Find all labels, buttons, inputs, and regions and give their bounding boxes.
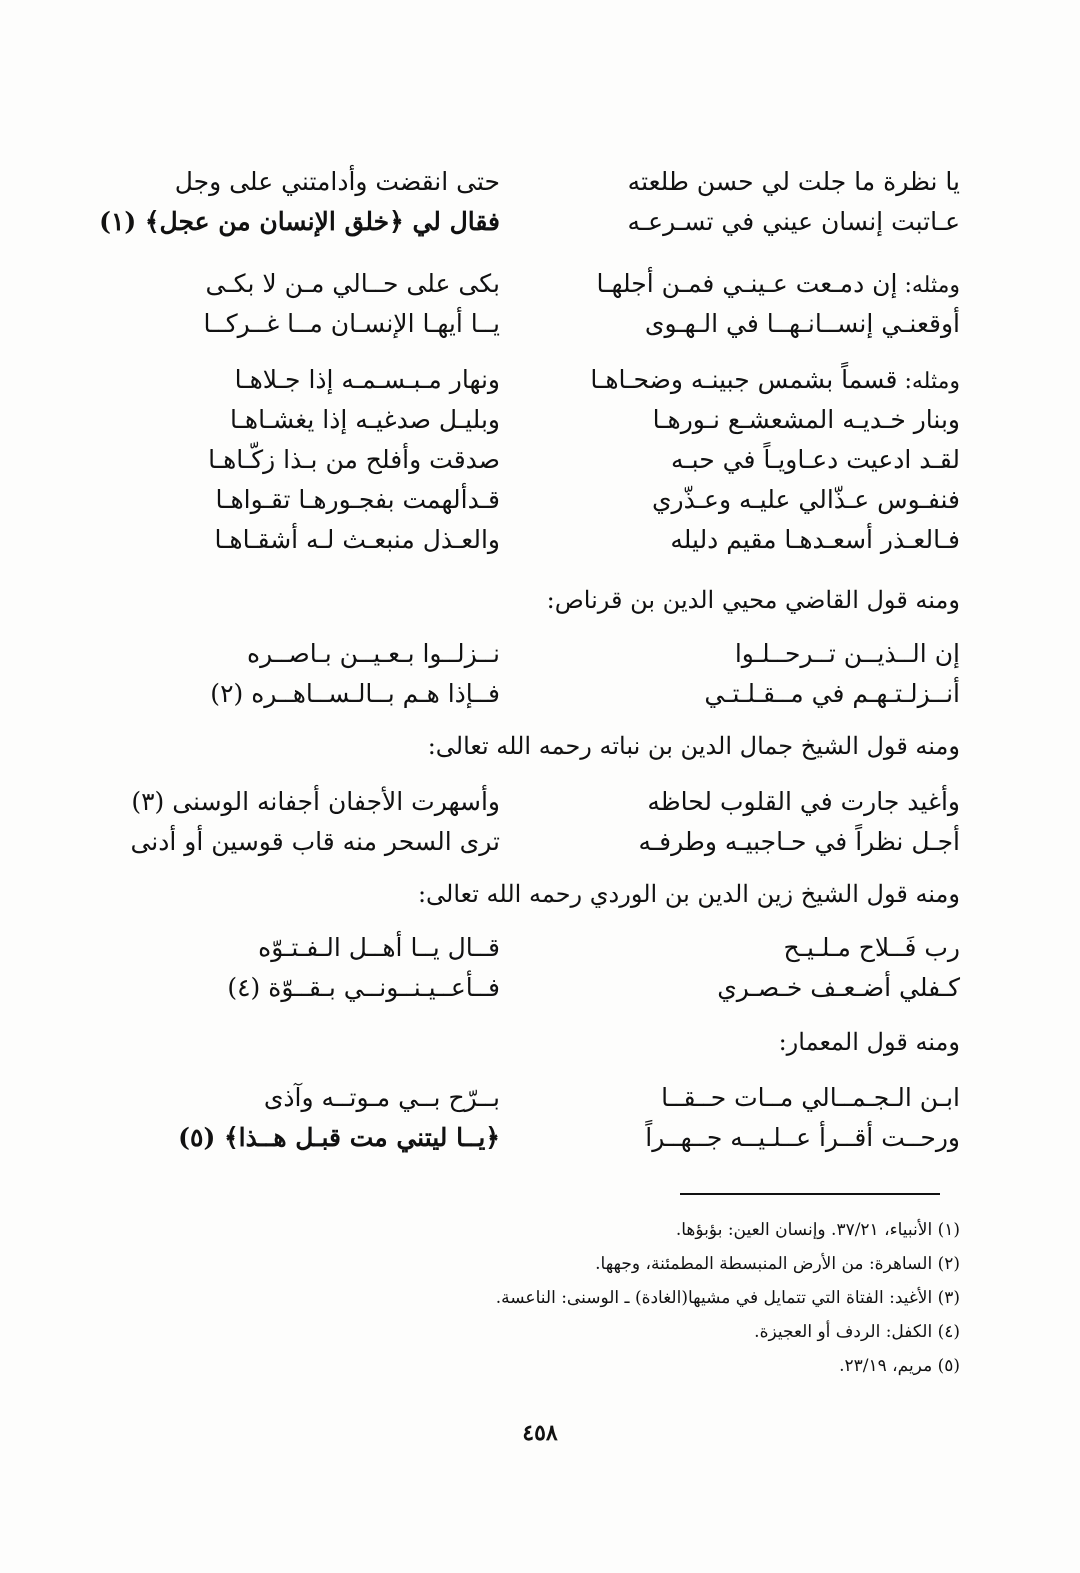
second-hemistich: فــإذا هـم بــالـســاهــره (٢) (210, 679, 500, 708)
verse (130, 822, 960, 862)
footnote: (١) الأنبياء، ٣٧/٢١. وإنسان العين: بؤبؤها. (675, 1220, 960, 1240)
verse-lead: ومثله: (897, 273, 960, 298)
second-hemistich: قــال يــا أهــل الـفـتـوّه (258, 933, 500, 962)
first-hemistich (580, 360, 960, 402)
verse (160, 400, 960, 440)
footnote-separator (680, 1193, 940, 1195)
verse (160, 520, 960, 560)
first-hemistich (580, 264, 960, 306)
first-hemistich: وبنار خـديـه المشعشـع نـورهـا (652, 405, 960, 434)
verse (160, 1078, 960, 1118)
second-hemistich: صدقت وأفلح من بـذا زكّـاهـا (208, 445, 500, 474)
second-hemistich: يــا أيهـا الإنسـان مــا غــركــا (203, 309, 500, 338)
footnote: (٥) مريم، ٢٣/١٩. (839, 1356, 960, 1376)
verse (131, 782, 960, 822)
verse (160, 634, 960, 674)
footnotes (120, 1213, 960, 1383)
first-hemistich: رب فَــلاح مـلـيـح (783, 933, 960, 962)
first-hemistich: عـاتبت إنسان عيني في تسـرعـه (627, 207, 960, 236)
page-number: ٤٥٨ (522, 1420, 558, 1446)
footnote: (٤) الكفل: الردف أو العجيزة. (754, 1322, 960, 1342)
poem-6-intro: ومنه قول الشيخ زين الدين بن الوردي رحمه الله تعالى: (417, 880, 960, 908)
second-hemistich: وبليـل صدغيـه إذا يغشـاهـا (229, 405, 500, 434)
second-hemistich: فــأعــيـنــونــي بـقــوّة (٤) (227, 973, 500, 1002)
poem-5 (130, 782, 960, 862)
second-hemistich: قـدألهمت بفجـورهـا تقـواهـا (215, 485, 500, 514)
first-hemistich: ورحــت أقــرأ عــلـيــه جــهــراً (645, 1123, 960, 1152)
second-hemistich: والعـذل منبعـث لـه أشقـاهـا (214, 525, 500, 554)
poem-6 (160, 928, 960, 1008)
verse (160, 928, 960, 968)
poem-7-intro: ومنه قول المعمار: (778, 1028, 960, 1056)
second-hemistich: بــرّح بــي مـوتــه وآذى (263, 1083, 500, 1112)
first-hemistich: إن الــذيــن تــرحــلـوا (734, 639, 960, 668)
second-hemistich: ونهار مـبـسـمـه إذا جـلاهـا (234, 365, 500, 394)
verse (99, 202, 960, 242)
first-hemistich: يا نظرة ما جلت لي حسن طلعته (627, 167, 960, 196)
verse (160, 304, 960, 344)
poem-2 (160, 264, 960, 344)
poem-1 (99, 162, 960, 242)
second-hemistich: بكى على حــالي مـن لا بكـى (205, 269, 500, 298)
first-hemistich: فـالعـذر أسعـدهـا مقيم دليله (670, 525, 960, 554)
verse (160, 480, 960, 520)
first-hemistich: كـفلي أضـعـف خـصـري (717, 973, 960, 1002)
first-hemistich: أنــزلـتـهـم في مــقـلـتـي (704, 679, 960, 708)
first-hemistich-text: إن دمـعت عـينـي فمـن أجلهـا (596, 269, 898, 298)
second-hemistich: ﴿يــا ليتني مت قبـل هــذا﴾ (٥) (178, 1123, 500, 1152)
poem-4-intro: ومنه قول القاضي محيي الدين بن قرناص: (546, 586, 960, 614)
verse (160, 162, 960, 202)
first-hemistich: أجـل نظراً في حـاجبيـه وطرفـه (638, 827, 960, 856)
verse (160, 440, 960, 480)
footnote: (٣) الأغيد: الفتاة التي تتمايل في مشيها(الغادة) ـ الوسنى: الناعسة. (495, 1288, 960, 1308)
first-hemistich: لقـد ادعيت دعـاويـاً في حبـه (670, 445, 960, 474)
verse (160, 968, 960, 1008)
second-hemistich: ترى السحر منه قاب قوسين أو أدنى (130, 827, 500, 856)
poem-3 (160, 360, 960, 560)
poem-5-intro: ومنه قول الشيخ جمال الدين بن نباته رحمه الله تعالى: (427, 732, 960, 760)
footnote: (٢) الساهرة: من الأرض المنبسطة المطمئنة، وجهها. (595, 1254, 960, 1274)
second-hemistich: فقال لي ﴿خلق الإنسان من عجل﴾ (١) (99, 207, 500, 236)
verse-lead: ومثله: (897, 369, 960, 394)
poem-4 (160, 634, 960, 714)
poem-7 (160, 1078, 960, 1158)
first-hemistich-text: قسماً بشمس جبينـه وضحـاهـا (590, 365, 898, 394)
verse (160, 360, 960, 400)
second-hemistich: حتى انقضت وأدامتني على وجل (174, 167, 500, 196)
first-hemistich: ابـن الـجـمــالي مــات حــقــا (661, 1083, 960, 1112)
second-hemistich: نــزلــوا بـعـيــن بـاصــره (247, 639, 500, 668)
verse (160, 674, 960, 714)
first-hemistich: وأغيد جارت في القلوب لحاظه (647, 787, 960, 816)
verse (160, 1118, 960, 1158)
first-hemistich: أوقعنـي إنســانـهــا في الـهـوى (644, 309, 960, 338)
verse (160, 264, 960, 304)
second-hemistich: وأسهرت الأجفان أجفانه الوسنى (٣) (131, 787, 500, 816)
first-hemistich: فنفـوس عـذّالي عليـه وعـذّري (651, 485, 960, 514)
